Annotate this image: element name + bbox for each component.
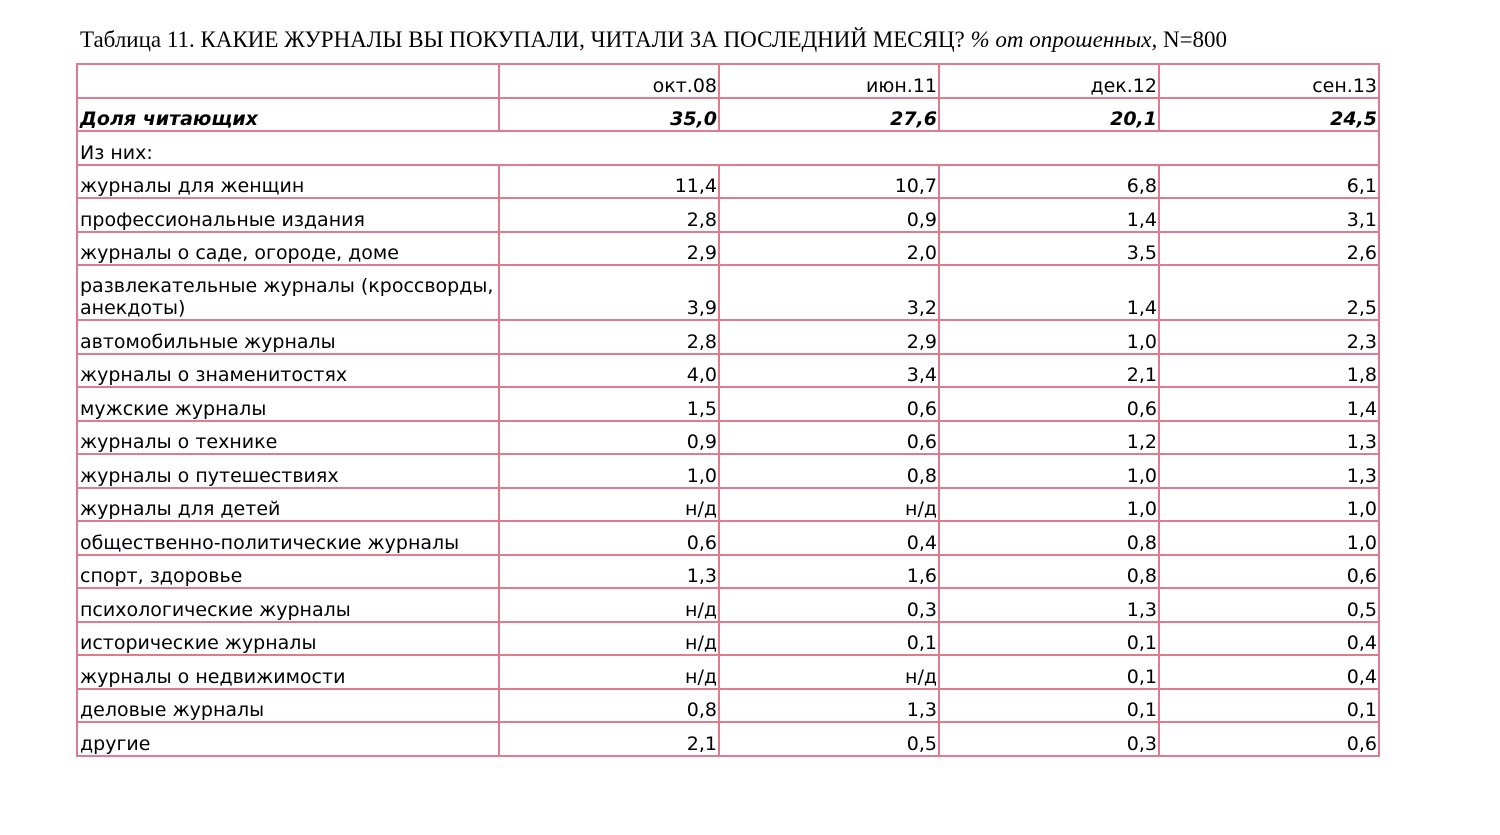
table-row — [77, 265, 1379, 320]
cell-value: 1,4 — [1159, 387, 1379, 421]
cell-value: 6,1 — [1159, 165, 1379, 199]
cell-value: 0,9 — [719, 198, 939, 232]
table-row — [77, 588, 1379, 622]
cell-value: 6,8 — [939, 165, 1159, 199]
cell-value: 0,6 — [719, 387, 939, 421]
cell-value: н/д — [499, 622, 719, 656]
cell-value: 0,4 — [1159, 655, 1379, 689]
cell-value: 1,0 — [939, 454, 1159, 488]
column-header: окт.08 — [499, 64, 719, 98]
cell-value: 0,4 — [1159, 622, 1379, 656]
cell-value: 1,6 — [719, 555, 939, 589]
row-label: автомобильные журналы — [77, 320, 499, 354]
cell-value: 0,6 — [939, 387, 1159, 421]
row-label: журналы о технике — [77, 421, 499, 455]
header-row — [77, 64, 1379, 98]
cell-value: 0,6 — [1159, 555, 1379, 589]
table-row — [77, 354, 1379, 388]
cell-value: 0,1 — [719, 622, 939, 656]
row-label: развлекательные журналы (кроссворды, анекдоты) — [77, 265, 499, 320]
row-label: журналы для женщин — [77, 165, 499, 199]
cell-value: 1,0 — [939, 488, 1159, 522]
cell-value: 2,1 — [499, 722, 719, 756]
row-label: Доля читающих — [77, 98, 499, 132]
cell-value: 1,0 — [1159, 488, 1379, 522]
table-row — [77, 655, 1379, 689]
cell-value: 2,3 — [1159, 320, 1379, 354]
cell-value: 0,6 — [1159, 722, 1379, 756]
cell-value: 0,5 — [719, 722, 939, 756]
cell-value: н/д — [499, 488, 719, 522]
table-body — [77, 64, 1379, 756]
row-label: журналы о недвижимости — [77, 655, 499, 689]
row-label: журналы о знаменитостях — [77, 354, 499, 388]
cell-value: 1,0 — [939, 320, 1159, 354]
title-unit: % от опрошенных, — [970, 27, 1158, 52]
table-row — [77, 521, 1379, 555]
row-label: профессиональные издания — [77, 198, 499, 232]
page-title — [80, 25, 1227, 55]
cell-value: 0,4 — [719, 521, 939, 555]
cell-value: 0,8 — [719, 454, 939, 488]
table-row — [77, 387, 1379, 421]
cell-value: 1,0 — [1159, 521, 1379, 555]
cell-value: 0,1 — [939, 622, 1159, 656]
row-label: журналы о путешествиях — [77, 454, 499, 488]
cell-value: 0,8 — [939, 521, 1159, 555]
cell-value: 0,1 — [939, 689, 1159, 723]
cell-value: 1,3 — [719, 689, 939, 723]
row-label: деловые журналы — [77, 689, 499, 723]
cell-value: 20,1 — [939, 98, 1159, 132]
cell-value: 2,9 — [719, 320, 939, 354]
magazines-table — [76, 63, 1380, 757]
cell-value: 3,2 — [719, 265, 939, 320]
cell-value: 4,0 — [499, 354, 719, 388]
cell-value: 3,1 — [1159, 198, 1379, 232]
row-label: журналы для детей — [77, 488, 499, 522]
table-row — [77, 555, 1379, 589]
share-row — [77, 98, 1379, 132]
table-row — [77, 722, 1379, 756]
cell-value: 1,3 — [1159, 421, 1379, 455]
cell-value: 1,4 — [939, 265, 1159, 320]
row-label: спорт, здоровье — [77, 555, 499, 589]
cell-value: 1,3 — [939, 588, 1159, 622]
row-label: исторические журналы — [77, 622, 499, 656]
row-label: психологические журналы — [77, 588, 499, 622]
cell-value: 2,0 — [719, 232, 939, 266]
table-row — [77, 165, 1379, 199]
cell-value: 2,9 — [499, 232, 719, 266]
table-row — [77, 622, 1379, 656]
cell-value: 3,9 — [499, 265, 719, 320]
cell-value: 0,3 — [939, 722, 1159, 756]
table-row — [77, 232, 1379, 266]
table-row — [77, 488, 1379, 522]
header-blank-cell — [77, 64, 499, 98]
title-sample-size: N=800 — [1162, 27, 1228, 52]
cell-value: 2,6 — [1159, 232, 1379, 266]
cell-value: 2,8 — [499, 320, 719, 354]
cell-value: 0,6 — [719, 421, 939, 455]
cell-value: н/д — [499, 655, 719, 689]
cell-value: 1,3 — [1159, 454, 1379, 488]
cell-value: 2,5 — [1159, 265, 1379, 320]
column-header: июн.11 — [719, 64, 939, 98]
cell-value: 2,8 — [499, 198, 719, 232]
cell-value: 11,4 — [499, 165, 719, 199]
cell-value: 27,6 — [719, 98, 939, 132]
cell-value: 1,5 — [499, 387, 719, 421]
cell-value: 1,3 — [499, 555, 719, 589]
cell-value: 1,2 — [939, 421, 1159, 455]
cell-value: 0,9 — [499, 421, 719, 455]
table-row — [77, 454, 1379, 488]
cell-value: 0,8 — [499, 689, 719, 723]
cell-value: 0,6 — [499, 521, 719, 555]
title-main: Таблица 11. КАКИЕ ЖУРНАЛЫ ВЫ ПОКУПАЛИ, ЧИТАЛИ ЗА ПОСЛЕДНИЙ МЕСЯЦ? — [80, 27, 965, 52]
cell-value: 3,5 — [939, 232, 1159, 266]
cell-value: 24,5 — [1159, 98, 1379, 132]
subheader-cell: Из них: — [77, 131, 1379, 165]
cell-value: 0,1 — [1159, 689, 1379, 723]
cell-value: 1,4 — [939, 198, 1159, 232]
cell-value: 0,1 — [939, 655, 1159, 689]
cell-value: н/д — [719, 655, 939, 689]
subheader-row — [77, 131, 1379, 165]
row-label: другие — [77, 722, 499, 756]
cell-value: 3,4 — [719, 354, 939, 388]
cell-value: 35,0 — [499, 98, 719, 132]
cell-value: 1,0 — [499, 454, 719, 488]
cell-value: 2,1 — [939, 354, 1159, 388]
row-label: мужские журналы — [77, 387, 499, 421]
table-row — [77, 421, 1379, 455]
table-row — [77, 198, 1379, 232]
cell-value: 1,8 — [1159, 354, 1379, 388]
cell-value: 0,5 — [1159, 588, 1379, 622]
cell-value: 0,3 — [719, 588, 939, 622]
cell-value: н/д — [719, 488, 939, 522]
table-row — [77, 689, 1379, 723]
cell-value: н/д — [499, 588, 719, 622]
row-label: общественно-политические журналы — [77, 521, 499, 555]
table-row — [77, 320, 1379, 354]
cell-value: 0,8 — [939, 555, 1159, 589]
column-header: сен.13 — [1159, 64, 1379, 98]
column-header: дек.12 — [939, 64, 1159, 98]
row-label: журналы о саде, огороде, доме — [77, 232, 499, 266]
cell-value: 10,7 — [719, 165, 939, 199]
